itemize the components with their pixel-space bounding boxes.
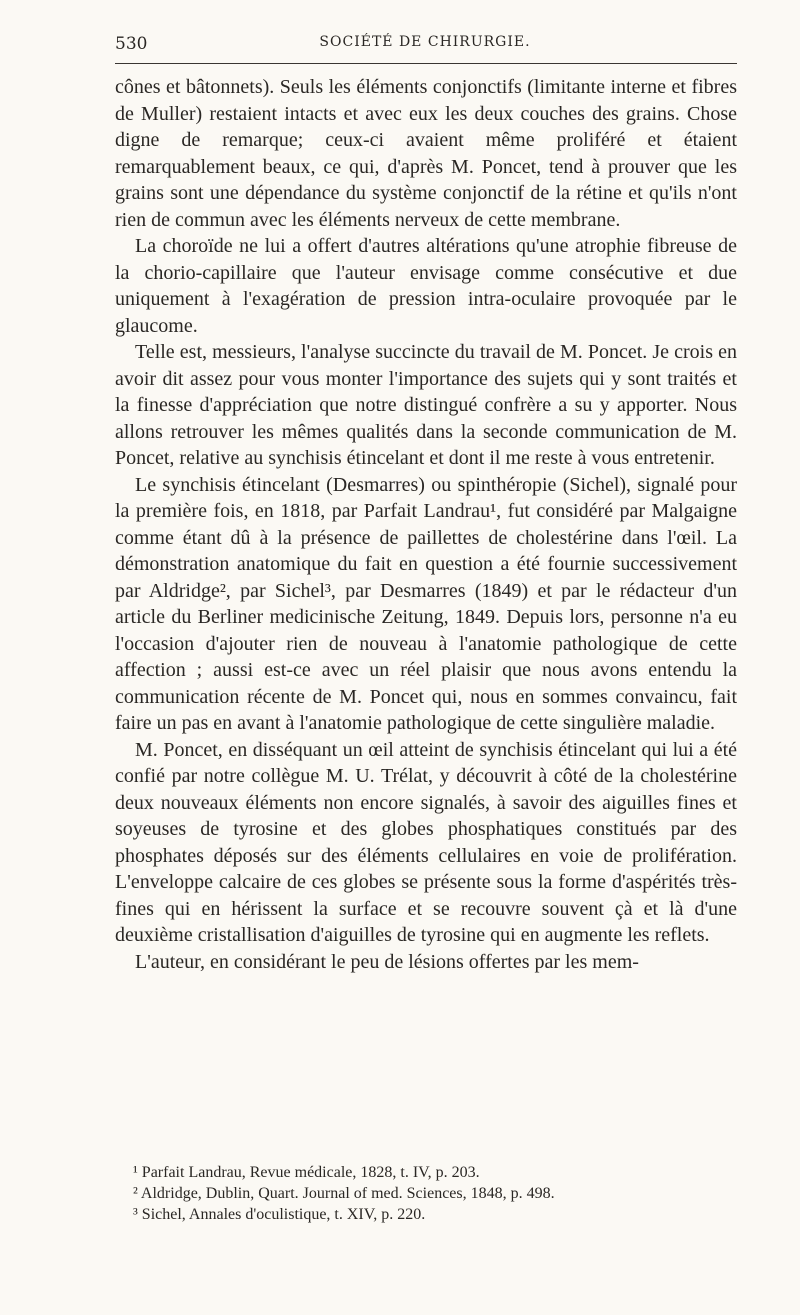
footnote: ² Aldridge, Dublin, Quart. Journal of med. Sciences, 1848, p. 498. bbox=[133, 1185, 555, 1202]
paragraph: cônes et bâtonnets). Seuls les éléments conjonctifs (limitante interne et fibres de Muller) restaient intacts et avec eux les deux couches des grains. Chose digne de remarque; ceux-ci avaient même proliféré et étaient remarquablement beaux, ce qui, d'après M. Poncet, tend à prouver que les grains sont une dépendance du système conjonctif de la rétine et qu'ils n'ont rien de commun avec les éléments nerveux de cette membrane. bbox=[115, 76, 737, 231]
running-head bbox=[115, 34, 735, 54]
paragraph: Telle est, messieurs, l'analyse succincte du travail de M. Poncet. Je crois en avoir dit assez pour vous monter l'importance des sujets qui y sont traités et la finesse d'appréciation que notre distingué confrère a su y apporter. Nous allons retrouver les mêmes qualités dans la seconde communication de M. Poncet, relative au synchisis étincelant et dont il me reste à vous entretenir. bbox=[115, 341, 737, 469]
running-title: SOCIÉTÉ DE CHIRURGIE. bbox=[319, 34, 531, 50]
footnote: ³ Sichel, Annales d'oculistique, t. XIV, p. 220. bbox=[133, 1206, 426, 1223]
paragraph: Le synchisis étincelant (Desmarres) ou spinthéropie (Sichel), signalé pour la première fois, en 1818, par Parfait Landrau¹, fut considéré par Malgaigne comme étant dû à la présence de paillettes de cholestérine dans l'œil. La démonstration anatomique du fait en question a été fournie successivement par Aldridge², par Sichel³, par Desmarres (1849) et par le rédacteur d'un article du Berliner medicinische Zeitung, 1849. Depuis lors, personne n'a eu l'occasion d'ajouter rien de nouveau à l'anatomie pathologique de cette affection ; aussi est-ce avec un réel plaisir que nous avons entendu la communication récente de M. Poncet qui, nous en sommes convaincu, fait faire un pas en avant à l'anatomie pathologique de cette singulière maladie. bbox=[115, 473, 737, 734]
body-text bbox=[115, 74, 737, 975]
page-number: 530 bbox=[115, 34, 148, 54]
footnote: ¹ Parfait Landrau, Revue médicale, 1828, t. IV, p. 203. bbox=[133, 1164, 480, 1181]
paragraph: La choroïde ne lui a offert d'autres altérations qu'une atrophie fibreuse de la chorio-capillaire que l'auteur envisage comme consécutive et due uniquement à l'exagération de pression intra-oculaire provoquée par le glaucome. bbox=[115, 235, 737, 337]
header-rule bbox=[115, 63, 737, 64]
footnotes bbox=[115, 1162, 737, 1225]
paragraph: M. Poncet, en disséquant un œil atteint de synchisis étincelant qui lui a été confié par notre collègue M. U. Trélat, y découvrit à côté de la cholestérine deux nouveaux éléments non encore signalés, à savoir des aiguilles fines et soyeuses de tyrosine et des globes phosphatiques constitués par des phosphates déposés sur des éléments cellulaires en voie de prolifération. L'enveloppe calcaire de ces globes se présente sous la forme d'aspérités très-fines qui en hérissent la surface et se recouvre souvent çà et là d'une deuxième cristallisation d'aiguilles de tyrosine qui en augmente les reflets. bbox=[115, 738, 737, 946]
paragraph: L'auteur, en considérant le peu de lésions offertes par les mem- bbox=[135, 950, 639, 973]
